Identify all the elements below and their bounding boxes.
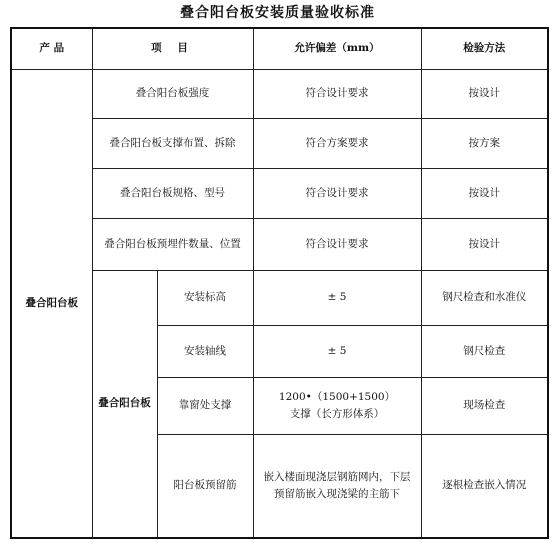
table-row <box>11 168 548 218</box>
tolerance-line: 支撑（长方形体系） <box>289 407 385 420</box>
tolerance-cell: ± 5 <box>253 270 421 325</box>
method-cell: 按方案 <box>421 118 548 168</box>
method-cell: 按设计 <box>421 69 548 118</box>
item-cell: 靠窗处支撑 <box>157 377 253 434</box>
item-cell: 阳台板预留筋 <box>157 434 253 538</box>
table-row <box>11 218 548 270</box>
acceptance-table <box>10 27 549 539</box>
product-cell: 叠合阳台板 <box>11 69 92 538</box>
item-cell: 安装轴线 <box>157 325 253 377</box>
method-cell: 按设计 <box>421 168 548 218</box>
item-cell: 叠合阳台板规格、型号 <box>92 168 253 218</box>
header-method: 检验方法 <box>421 28 548 69</box>
tolerance-line: 预留筋嵌入现浇梁的主筋下 <box>274 487 400 500</box>
tolerance-cell: ± 5 <box>253 325 421 377</box>
method-cell: 钢尺检查和水准仪 <box>421 270 548 325</box>
tolerance-cell <box>253 377 421 434</box>
sub-group-cell: 叠合阳台板 <box>92 270 157 538</box>
page-title: 叠合阳台板安装质量验收标准 <box>180 5 375 21</box>
tolerance-cell: 符合方案要求 <box>253 118 421 168</box>
tolerance-line: 1200•（1500+1500） <box>278 390 396 403</box>
tolerance-cell <box>253 434 421 538</box>
item-cell: 叠合阳台板强度 <box>92 69 253 118</box>
header-item: 项 目 <box>92 28 253 69</box>
method-cell: 按设计 <box>421 218 548 270</box>
item-cell: 叠合阳台板支撑布置、拆除 <box>92 118 253 168</box>
table-header-row <box>11 28 548 69</box>
table-row <box>11 69 548 118</box>
tolerance-line: 嵌入楼面现浇层钢筋网内，下层 <box>263 470 411 483</box>
method-cell: 逐根检查嵌入情况 <box>421 434 548 538</box>
tolerance-cell: 符合设计要求 <box>253 218 421 270</box>
tolerance-cell: 符合设计要求 <box>253 69 421 118</box>
method-cell: 钢尺检查 <box>421 325 548 377</box>
header-product: 产 品 <box>11 28 92 69</box>
tolerance-cell: 符合设计要求 <box>253 168 421 218</box>
item-cell: 叠合阳台板预埋件数量、位置 <box>92 218 253 270</box>
table-row <box>11 118 548 168</box>
table-row <box>11 270 548 325</box>
method-cell: 现场检查 <box>421 377 548 434</box>
header-tolerance: 允许偏差（mm） <box>253 28 421 69</box>
item-cell: 安装标高 <box>157 270 253 325</box>
